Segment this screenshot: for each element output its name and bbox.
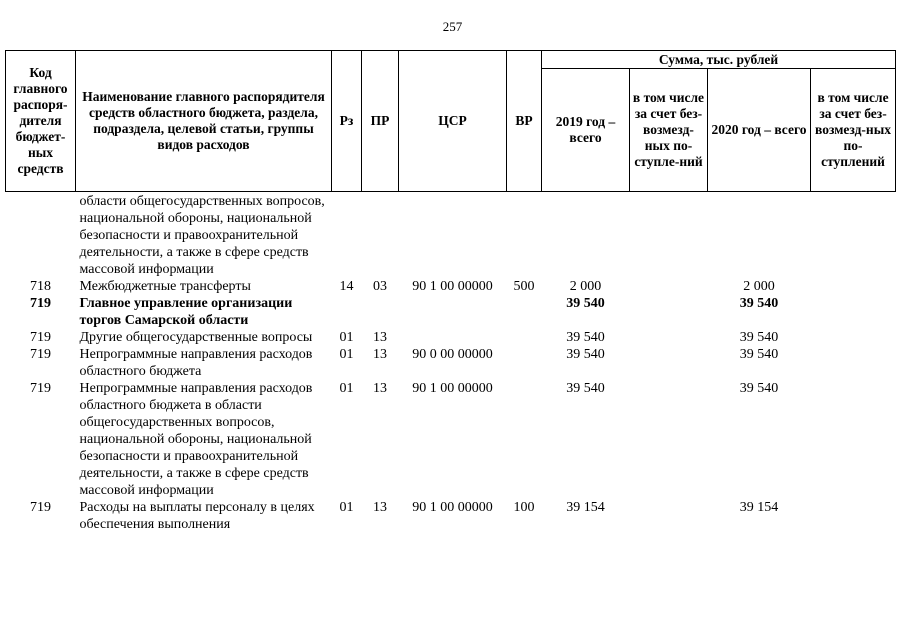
row-rz: 01 bbox=[339, 347, 354, 362]
row-2019-gratuitous bbox=[630, 295, 708, 329]
row-vr bbox=[507, 346, 542, 380]
header-code: Код главного распоря-дителя бюджет-ных средств bbox=[6, 51, 76, 192]
row-2020-total bbox=[708, 193, 811, 278]
row-2019-total: 39 540 bbox=[566, 296, 605, 311]
table-row bbox=[6, 295, 896, 329]
row-2020-total: 39 540 bbox=[739, 330, 779, 345]
table-row bbox=[6, 329, 896, 346]
row-2019-gratuitous bbox=[630, 380, 708, 499]
row-2020-gratuitous bbox=[811, 329, 896, 346]
row-name: Расходы на выплаты персоналу в целях обеспечения выполнения bbox=[79, 500, 315, 532]
header-2020-total: 2020 год – всего bbox=[708, 69, 811, 192]
row-vr: 100 bbox=[513, 500, 535, 515]
row-2019-total: 39 154 bbox=[566, 500, 605, 515]
row-2020-total: 2 000 bbox=[743, 279, 775, 294]
row-rz: 14 bbox=[339, 279, 354, 294]
table-body bbox=[6, 192, 896, 534]
row-code: 719 bbox=[30, 296, 51, 311]
row-vr bbox=[507, 193, 542, 278]
row-2020-total: 39 540 bbox=[739, 347, 779, 362]
row-2019-gratuitous bbox=[630, 329, 708, 346]
row-name: Непрограммные направления расходов областного бюджета bbox=[79, 347, 313, 379]
header-pr: ПР bbox=[362, 51, 399, 192]
row-vr bbox=[507, 295, 542, 329]
header-vr: ВР bbox=[507, 51, 542, 192]
row-2019-total: 39 540 bbox=[566, 347, 605, 362]
row-2019-gratuitous bbox=[630, 499, 708, 533]
row-csr: 90 1 00 00000 bbox=[412, 381, 493, 396]
row-2020-gratuitous bbox=[811, 380, 896, 499]
row-2019-gratuitous bbox=[630, 346, 708, 380]
row-code bbox=[6, 193, 76, 278]
header-rz: Рз bbox=[332, 51, 362, 192]
row-pr: 13 bbox=[373, 330, 387, 345]
row-2020-gratuitous bbox=[811, 346, 896, 380]
row-pr: 03 bbox=[373, 279, 387, 294]
row-2020-gratuitous bbox=[811, 193, 896, 278]
table-row bbox=[6, 346, 896, 380]
row-csr: 90 1 00 00000 bbox=[412, 500, 493, 515]
table-row bbox=[6, 193, 896, 278]
row-vr bbox=[507, 380, 542, 499]
row-2019-total: 2 000 bbox=[569, 279, 602, 294]
row-csr: 90 0 00 00000 bbox=[412, 347, 493, 362]
row-vr: 500 bbox=[513, 279, 535, 294]
row-csr bbox=[399, 193, 507, 278]
header-2019-gratuitous: в том числе за счет без-возмезд-ных по-ступле-ний bbox=[630, 69, 708, 192]
row-csr: 90 1 00 00000 bbox=[412, 279, 493, 294]
row-code: 718 bbox=[30, 279, 51, 294]
row-2020-gratuitous bbox=[811, 499, 896, 533]
row-rz: 01 bbox=[339, 500, 354, 515]
row-code: 719 bbox=[30, 347, 51, 362]
row-2020-total: 39 540 bbox=[739, 381, 779, 396]
row-2019-gratuitous bbox=[630, 193, 708, 278]
row-2020-total: 39 154 bbox=[739, 500, 779, 515]
page-number: 257 bbox=[442, 19, 463, 34]
row-pr: 13 bbox=[373, 347, 387, 362]
table-header bbox=[6, 51, 896, 192]
table-row bbox=[6, 499, 896, 533]
row-2020-gratuitous bbox=[811, 295, 896, 329]
row-2019-total: 39 540 bbox=[566, 381, 605, 396]
row-name: Межбюджетные трансферты bbox=[79, 279, 251, 294]
row-rz bbox=[332, 193, 362, 278]
header-csr: ЦСР bbox=[399, 51, 507, 192]
row-rz: 01 bbox=[339, 330, 354, 345]
row-2020-total: 39 540 bbox=[739, 296, 779, 311]
row-csr bbox=[399, 295, 507, 329]
row-pr bbox=[362, 193, 399, 278]
row-name: Другие общегосударственные вопросы bbox=[79, 330, 313, 345]
row-name: области общегосударственных вопросов, национальной обороны, национальной безопасности и правоохранительной деятельности, а также в сфере средств массовой информации bbox=[79, 194, 325, 277]
row-vr bbox=[507, 329, 542, 346]
row-code: 719 bbox=[30, 330, 51, 345]
row-name: Непрограммные направления расходов областного бюджета в области общегосударственных вопросов, национальной обороны, национальной безопасности и правоохранительной деятельности, а также в сфере средств массовой информации bbox=[79, 381, 313, 498]
row-2019-gratuitous bbox=[630, 278, 708, 295]
row-rz: 01 bbox=[339, 381, 354, 396]
header-2020-gratuitous: в том числе за счет без-возмезд-ных по-ступлений bbox=[811, 69, 896, 192]
header-2019-total: 2019 год – всего bbox=[542, 69, 630, 192]
budget-table bbox=[5, 50, 896, 533]
row-pr: 13 bbox=[373, 381, 387, 396]
table-row bbox=[6, 278, 896, 295]
header-name: Наименование главного распорядителя средств областного бюджета, раздела, подраздела, целевой статьи, группы видов расходов bbox=[76, 51, 332, 192]
row-2020-gratuitous bbox=[811, 278, 896, 295]
row-code: 719 bbox=[30, 381, 51, 396]
row-pr bbox=[362, 295, 399, 329]
row-2019-total bbox=[542, 193, 630, 278]
row-name: Главное управление организации торгов Самарской области bbox=[79, 296, 293, 328]
header-sum: Сумма, тыс. рублей bbox=[542, 51, 896, 69]
row-code: 719 bbox=[30, 500, 51, 515]
row-pr: 13 bbox=[373, 500, 387, 515]
row-2019-total: 39 540 bbox=[566, 330, 605, 345]
row-csr bbox=[399, 329, 507, 346]
table-row bbox=[6, 380, 896, 499]
row-rz bbox=[332, 295, 362, 329]
